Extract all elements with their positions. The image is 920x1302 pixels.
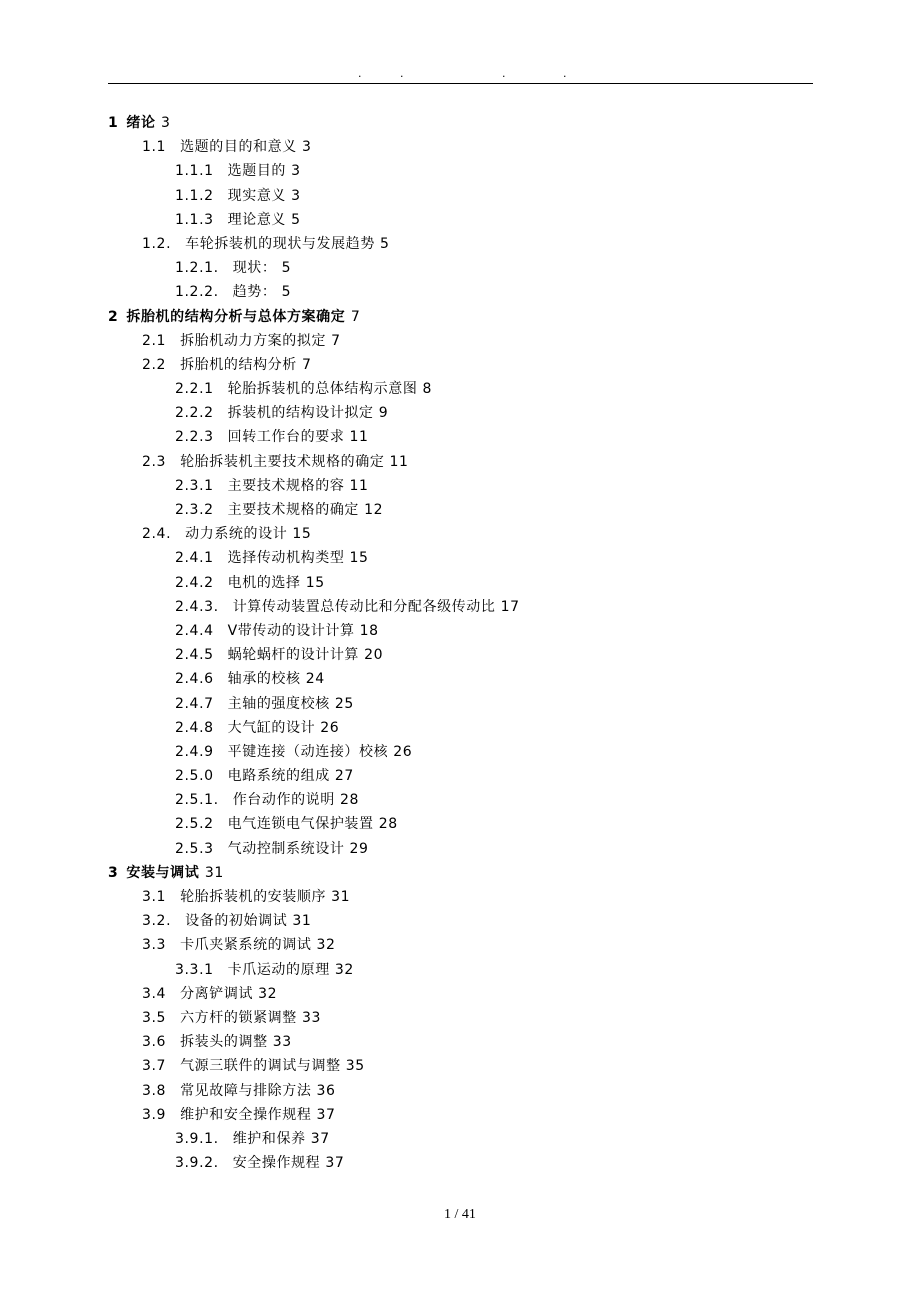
table-of-contents <box>0 111 920 1175</box>
toc-entry[interactable] <box>0 377 920 401</box>
toc-entry-number: 2.4.8 <box>175 719 214 736</box>
toc-entry-number: 2.4.5 <box>175 647 214 664</box>
header-dot: . <box>563 67 567 80</box>
toc-entry-title: 拆胎机的结构分析与总体方案确定 <box>126 308 346 325</box>
toc-entry-number: 1.2. <box>142 235 172 252</box>
toc-entry-number: 1.1.1 <box>175 163 214 180</box>
toc-entry-title: 安全操作规程 <box>232 1155 321 1172</box>
toc-entry-page: 3 <box>291 163 301 180</box>
toc-entry-title: 主轴的强度校核 <box>227 695 330 712</box>
toc-entry-title: 选择传动机构类型 <box>227 550 345 567</box>
toc-entry[interactable] <box>0 232 920 256</box>
toc-entry[interactable] <box>0 1103 920 1127</box>
toc-entry[interactable] <box>0 571 920 595</box>
toc-entry[interactable] <box>0 643 920 667</box>
toc-entry-number: 3.3.1 <box>175 961 214 978</box>
toc-entry-number: 2.2.1 <box>175 381 214 398</box>
toc-entry-page: 29 <box>349 840 369 857</box>
toc-entry-title: 作台动作的说明 <box>232 792 335 809</box>
toc-entry-title: 拆装机的结构设计拟定 <box>227 405 374 422</box>
toc-entry-page: 31 <box>292 913 312 930</box>
toc-entry-number: 1.2.2. <box>175 284 219 301</box>
toc-entry-number: 2.5.3 <box>175 840 214 857</box>
toc-entry-page: 15 <box>349 550 369 567</box>
toc-entry-number: 1.1 <box>142 139 167 156</box>
toc-entry-page: 3 <box>161 115 171 131</box>
toc-entry-page: 32 <box>258 985 278 1002</box>
toc-entry-number: 2.4.4 <box>175 622 214 639</box>
toc-entry[interactable] <box>0 474 920 498</box>
toc-entry-title: 气源三联件的调试与调整 <box>180 1058 341 1075</box>
toc-entry-page: 36 <box>316 1082 336 1099</box>
toc-entry-title: 选题的目的和意义 <box>180 139 297 156</box>
toc-entry-page: 7 <box>301 356 312 373</box>
toc-entry-title: 计算传动装置总传动比和分配各级传动比 <box>232 598 496 615</box>
toc-entry[interactable] <box>0 812 920 836</box>
toc-entry-number: 2.4.2 <box>175 574 214 591</box>
header-dot: . <box>400 67 404 80</box>
toc-entry-number: 2.4.1 <box>175 550 214 567</box>
toc-entry-page: 32 <box>316 937 336 954</box>
toc-entry-page: 7 <box>350 308 361 325</box>
toc-entry-number: 2.4.6 <box>175 671 214 688</box>
toc-entry-title: 常见故障与排除方法 <box>180 1082 312 1099</box>
toc-entry[interactable] <box>0 401 920 425</box>
toc-entry-page: 5 <box>291 211 301 228</box>
toc-entry-title: 动力系统的设计 <box>185 526 288 543</box>
toc-entry[interactable] <box>0 1127 920 1151</box>
toc-entry-page: 18 <box>359 622 379 639</box>
toc-entry-title: 现实意义 <box>227 187 287 204</box>
toc-entry-title: 主要技术规格的容 <box>227 477 345 494</box>
toc-entry[interactable] <box>0 329 920 353</box>
page-number: 1 / 41 <box>444 1207 476 1222</box>
toc-entry[interactable] <box>0 522 920 546</box>
toc-entry[interactable] <box>0 1079 920 1103</box>
toc-entry-number: 2.5.2 <box>175 816 214 833</box>
toc-entry-title: 轮胎拆装机主要技术规格的确定 <box>180 453 385 470</box>
toc-entry-title: 现状： <box>232 260 277 277</box>
toc-entry-page: 33 <box>301 1009 321 1026</box>
toc-entry-number: 2.1 <box>142 332 167 349</box>
header-dots <box>108 67 813 81</box>
toc-entry[interactable] <box>0 280 920 304</box>
toc-entry-number: 3.1 <box>142 889 167 905</box>
toc-entry[interactable] <box>0 885 920 909</box>
toc-entry[interactable] <box>0 135 920 159</box>
toc-entry-page: 31 <box>331 889 351 905</box>
header-dot: . <box>358 67 362 80</box>
toc-entry-number: 2.5.0 <box>175 768 214 785</box>
toc-entry-number: 1.2.1. <box>175 260 219 277</box>
toc-entry-number: 2.3.2 <box>175 502 214 518</box>
toc-entry[interactable] <box>0 692 920 716</box>
toc-entry-page: 17 <box>500 598 520 615</box>
toc-entry-number: 3.9 <box>142 1106 167 1123</box>
toc-entry-page: 37 <box>310 1130 330 1147</box>
toc-entry-title: 分离铲调试 <box>180 985 254 1002</box>
toc-entry-page: 33 <box>272 1034 292 1051</box>
toc-entry-number: 3.5 <box>142 1009 167 1026</box>
toc-entry-number: 2 <box>108 308 119 325</box>
toc-entry-title: 轮胎拆装机的安装顺序 <box>180 889 327 905</box>
toc-entry-title: 拆胎机的结构分析 <box>180 356 297 373</box>
toc-entry-page: 5 <box>281 284 292 301</box>
toc-entry[interactable] <box>0 740 920 764</box>
toc-entry-page: 37 <box>325 1155 345 1172</box>
toc-entry-number: 3.6 <box>142 1034 167 1051</box>
toc-entry-title: 主要技术规格的确定 <box>227 502 360 518</box>
toc-entry[interactable] <box>0 788 920 812</box>
toc-entry-number: 2.4. <box>142 526 172 543</box>
toc-entry-page: 5 <box>380 235 390 252</box>
toc-entry-page: 28 <box>339 792 359 809</box>
toc-entry[interactable] <box>0 716 920 740</box>
toc-entry-number: 1.1.2 <box>175 187 214 204</box>
toc-entry[interactable] <box>0 111 920 135</box>
toc-entry-number: 2.4.9 <box>175 743 214 760</box>
toc-entry-number: 3.7 <box>142 1058 167 1075</box>
toc-entry[interactable] <box>0 450 920 474</box>
toc-entry[interactable] <box>0 305 920 329</box>
toc-entry[interactable] <box>0 498 920 522</box>
toc-entry-title: 轴承的校核 <box>227 671 301 688</box>
toc-entry-page: 12 <box>364 502 384 518</box>
toc-entry-page: 31 <box>204 864 224 881</box>
toc-entry[interactable] <box>0 425 920 449</box>
toc-entry-page: 25 <box>334 695 354 712</box>
toc-entry-title: 趋势： <box>232 284 277 301</box>
toc-entry-page: 11 <box>349 477 369 494</box>
toc-entry-number: 1.1.3 <box>175 211 214 228</box>
toc-entry[interactable] <box>0 909 920 933</box>
toc-entry-page: 37 <box>316 1106 336 1123</box>
toc-entry-page: 3 <box>301 139 312 156</box>
toc-entry-page: 5 <box>281 260 292 277</box>
toc-entry-title: 绪论 <box>126 115 156 131</box>
toc-entry[interactable] <box>0 159 920 183</box>
toc-entry[interactable] <box>0 619 920 643</box>
toc-entry-page: 15 <box>292 526 312 543</box>
toc-entry-page: 9 <box>378 405 389 422</box>
toc-entry-number: 3.2. <box>142 913 172 930</box>
toc-entry[interactable] <box>0 546 920 570</box>
toc-entry-page: 32 <box>334 961 354 978</box>
toc-entry-page: 27 <box>334 768 354 785</box>
toc-entry-title: 安装与调试 <box>126 864 200 881</box>
toc-entry-page: 28 <box>378 816 398 833</box>
toc-entry-title: 电机的选择 <box>227 574 301 591</box>
toc-entry-page: 8 <box>422 381 433 398</box>
toc-entry-number: 2.3.1 <box>175 477 214 494</box>
toc-entry-title: V带传动的设计计算 <box>227 622 355 639</box>
toc-entry-title: 大气缸的设计 <box>227 719 316 736</box>
toc-entry-title: 车轮拆装机的现状与发展趋势 <box>185 235 375 252</box>
toc-entry-page: 20 <box>364 647 384 664</box>
toc-entry-title: 理论意义 <box>227 211 287 228</box>
toc-entry[interactable] <box>0 982 920 1006</box>
toc-entry-title: 设备的初始调试 <box>185 913 288 930</box>
toc-entry-title: 卡爪夹紧系统的调试 <box>180 937 312 954</box>
toc-entry-number: 2.2.2 <box>175 405 214 422</box>
header-dot: . <box>502 67 506 80</box>
toc-entry-number: 2.4.7 <box>175 695 214 712</box>
toc-entry-number: 3 <box>108 864 119 881</box>
toc-entry-number: 3.8 <box>142 1082 167 1099</box>
toc-entry-title: 选题目的 <box>227 163 287 180</box>
toc-entry-number: 2.4.3. <box>175 598 219 615</box>
toc-entry-title: 维护和安全操作规程 <box>180 1106 312 1123</box>
toc-entry-title: 回转工作台的要求 <box>227 429 345 446</box>
toc-entry[interactable] <box>0 1030 920 1054</box>
toc-entry-page: 11 <box>349 429 369 446</box>
toc-entry[interactable] <box>0 184 920 208</box>
toc-entry-title: 平键连接（动连接）校核 <box>227 743 389 760</box>
toc-entry-title: 六方杆的锁紧调整 <box>180 1009 297 1026</box>
toc-entry[interactable] <box>0 595 920 619</box>
toc-entry-page: 35 <box>345 1058 365 1075</box>
toc-entry-page: 7 <box>331 332 341 349</box>
toc-entry-title: 卡爪运动的原理 <box>227 961 330 978</box>
toc-entry-number: 1 <box>108 115 119 131</box>
toc-entry-title: 气动控制系统设计 <box>227 840 345 857</box>
header-rule <box>108 83 813 84</box>
toc-entry-page: 26 <box>393 743 413 760</box>
toc-entry-page: 15 <box>305 574 325 591</box>
toc-entry-number: 2.3 <box>142 453 167 470</box>
toc-entry-title: 轮胎拆装机的总体结构示意图 <box>227 381 418 398</box>
toc-entry-number: 3.4 <box>142 985 167 1002</box>
toc-entry-title: 维护和保养 <box>232 1130 306 1147</box>
toc-entry[interactable] <box>0 353 920 377</box>
toc-entry-title: 电路系统的组成 <box>227 768 330 785</box>
toc-entry[interactable] <box>0 764 920 788</box>
toc-entry[interactable] <box>0 667 920 691</box>
toc-entry[interactable] <box>0 256 920 280</box>
toc-entry-title: 拆胎机动力方案的拟定 <box>180 332 327 349</box>
toc-entry[interactable] <box>0 933 920 957</box>
toc-entry[interactable] <box>0 208 920 232</box>
toc-entry-page: 24 <box>305 671 325 688</box>
toc-entry-number: 2.5.1. <box>175 792 219 809</box>
toc-entry-number: 3.3 <box>142 937 167 954</box>
toc-entry[interactable] <box>0 861 920 885</box>
toc-entry-page: 11 <box>389 453 409 470</box>
toc-entry[interactable] <box>0 958 920 982</box>
toc-entry-page: 3 <box>291 187 301 204</box>
toc-entry[interactable] <box>0 1006 920 1030</box>
toc-entry[interactable] <box>0 1054 920 1078</box>
toc-entry-page: 26 <box>320 719 340 736</box>
toc-entry-title: 电气连锁电气保护装置 <box>227 816 374 833</box>
toc-entry-title: 蜗轮蜗杆的设计计算 <box>227 647 360 664</box>
toc-entry-title: 拆装头的调整 <box>180 1034 268 1051</box>
toc-entry-number: 3.9.2. <box>175 1155 219 1172</box>
toc-entry[interactable] <box>0 837 920 861</box>
toc-entry[interactable] <box>0 1151 920 1175</box>
toc-entry-number: 2.2.3 <box>175 429 214 446</box>
toc-entry-number: 3.9.1. <box>175 1130 219 1147</box>
toc-entry-number: 2.2 <box>142 356 167 373</box>
